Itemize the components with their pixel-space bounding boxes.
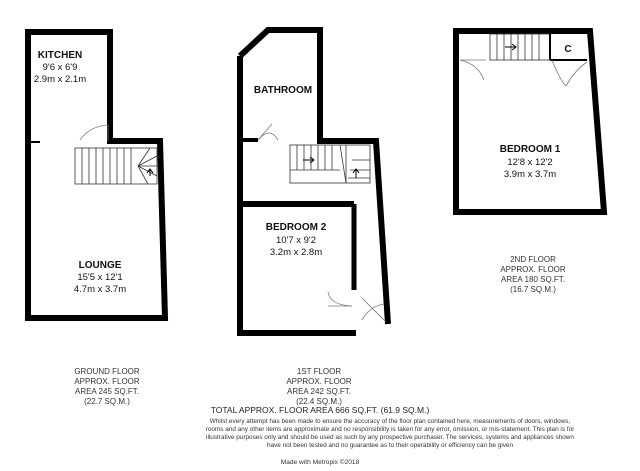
ground-floor-area-label: GROUND FLOOR APPROX. FLOOR AREA 245 SQ.FT. (22.7 SQ.M.) <box>74 367 140 406</box>
kitchen-dimensions-metric: 2.9m x 2.1m <box>33 74 87 85</box>
bedroom1-name: BEDROOM 1 <box>499 144 561 155</box>
second-floor-area-label: 2ND FLOOR APPROX. FLOOR AREA 180 SQ.FT. (16.7 SQ.M.) <box>500 255 566 294</box>
bedroom2-name: BEDROOM 2 <box>265 222 327 233</box>
ground-floor-stairs <box>75 148 157 184</box>
first-floor-plan <box>240 30 388 333</box>
kitchen-dimensions-imperial: 9'6 x 6'9 <box>42 62 78 73</box>
lounge-dimensions-metric: 4.7m x 3.7m <box>73 284 127 295</box>
lounge-dimensions-imperial: 15'5 x 12'1 <box>77 272 123 283</box>
bedroom1-dimensions-imperial: 12'8 x 12'2 <box>507 157 553 168</box>
bedroom2-dimensions-imperial: 10'7 x 9'2 <box>275 235 317 246</box>
lounge-name: LOUNGE <box>78 260 122 271</box>
bedroom2-dimensions-metric: 3.2m x 2.8m <box>269 247 323 258</box>
kitchen-name: KITCHEN <box>37 50 83 61</box>
second-floor-plan <box>456 31 604 212</box>
bathroom-name: BATHROOM <box>253 85 313 96</box>
total-floor-area: TOTAL APPROX. FLOOR AREA 666 SQ.FT. (61.9 SQ.M.) <box>210 405 430 415</box>
cupboard-label: C <box>564 44 572 55</box>
credit-text: Made with Metropix ©2018 <box>280 459 360 466</box>
second-floor-stairs <box>490 34 550 60</box>
disclaimer-text: Whilst every attempt has been made to ensure the accuracy of the floor plan contained here, measurements of doors, windows, rooms and any other items are approximate and no responsibility is taken for any error, omission, or mis-statement. This plan is for illustrative purposes only and should be used as such by any prospective purchaser. The services, systems and appliances shown have not been tested and no guarantee as to their operability or efficiency can be given <box>205 418 575 449</box>
first-floor-stairs <box>290 145 370 183</box>
bedroom1-dimensions-metric: 3.9m x 3.7m <box>503 169 557 180</box>
first-floor-area-label: 1ST FLOOR APPROX. FLOOR AREA 242 SQ.FT. (22.4 SQ.M.) <box>286 367 352 406</box>
ground-floor-plan <box>28 32 165 318</box>
